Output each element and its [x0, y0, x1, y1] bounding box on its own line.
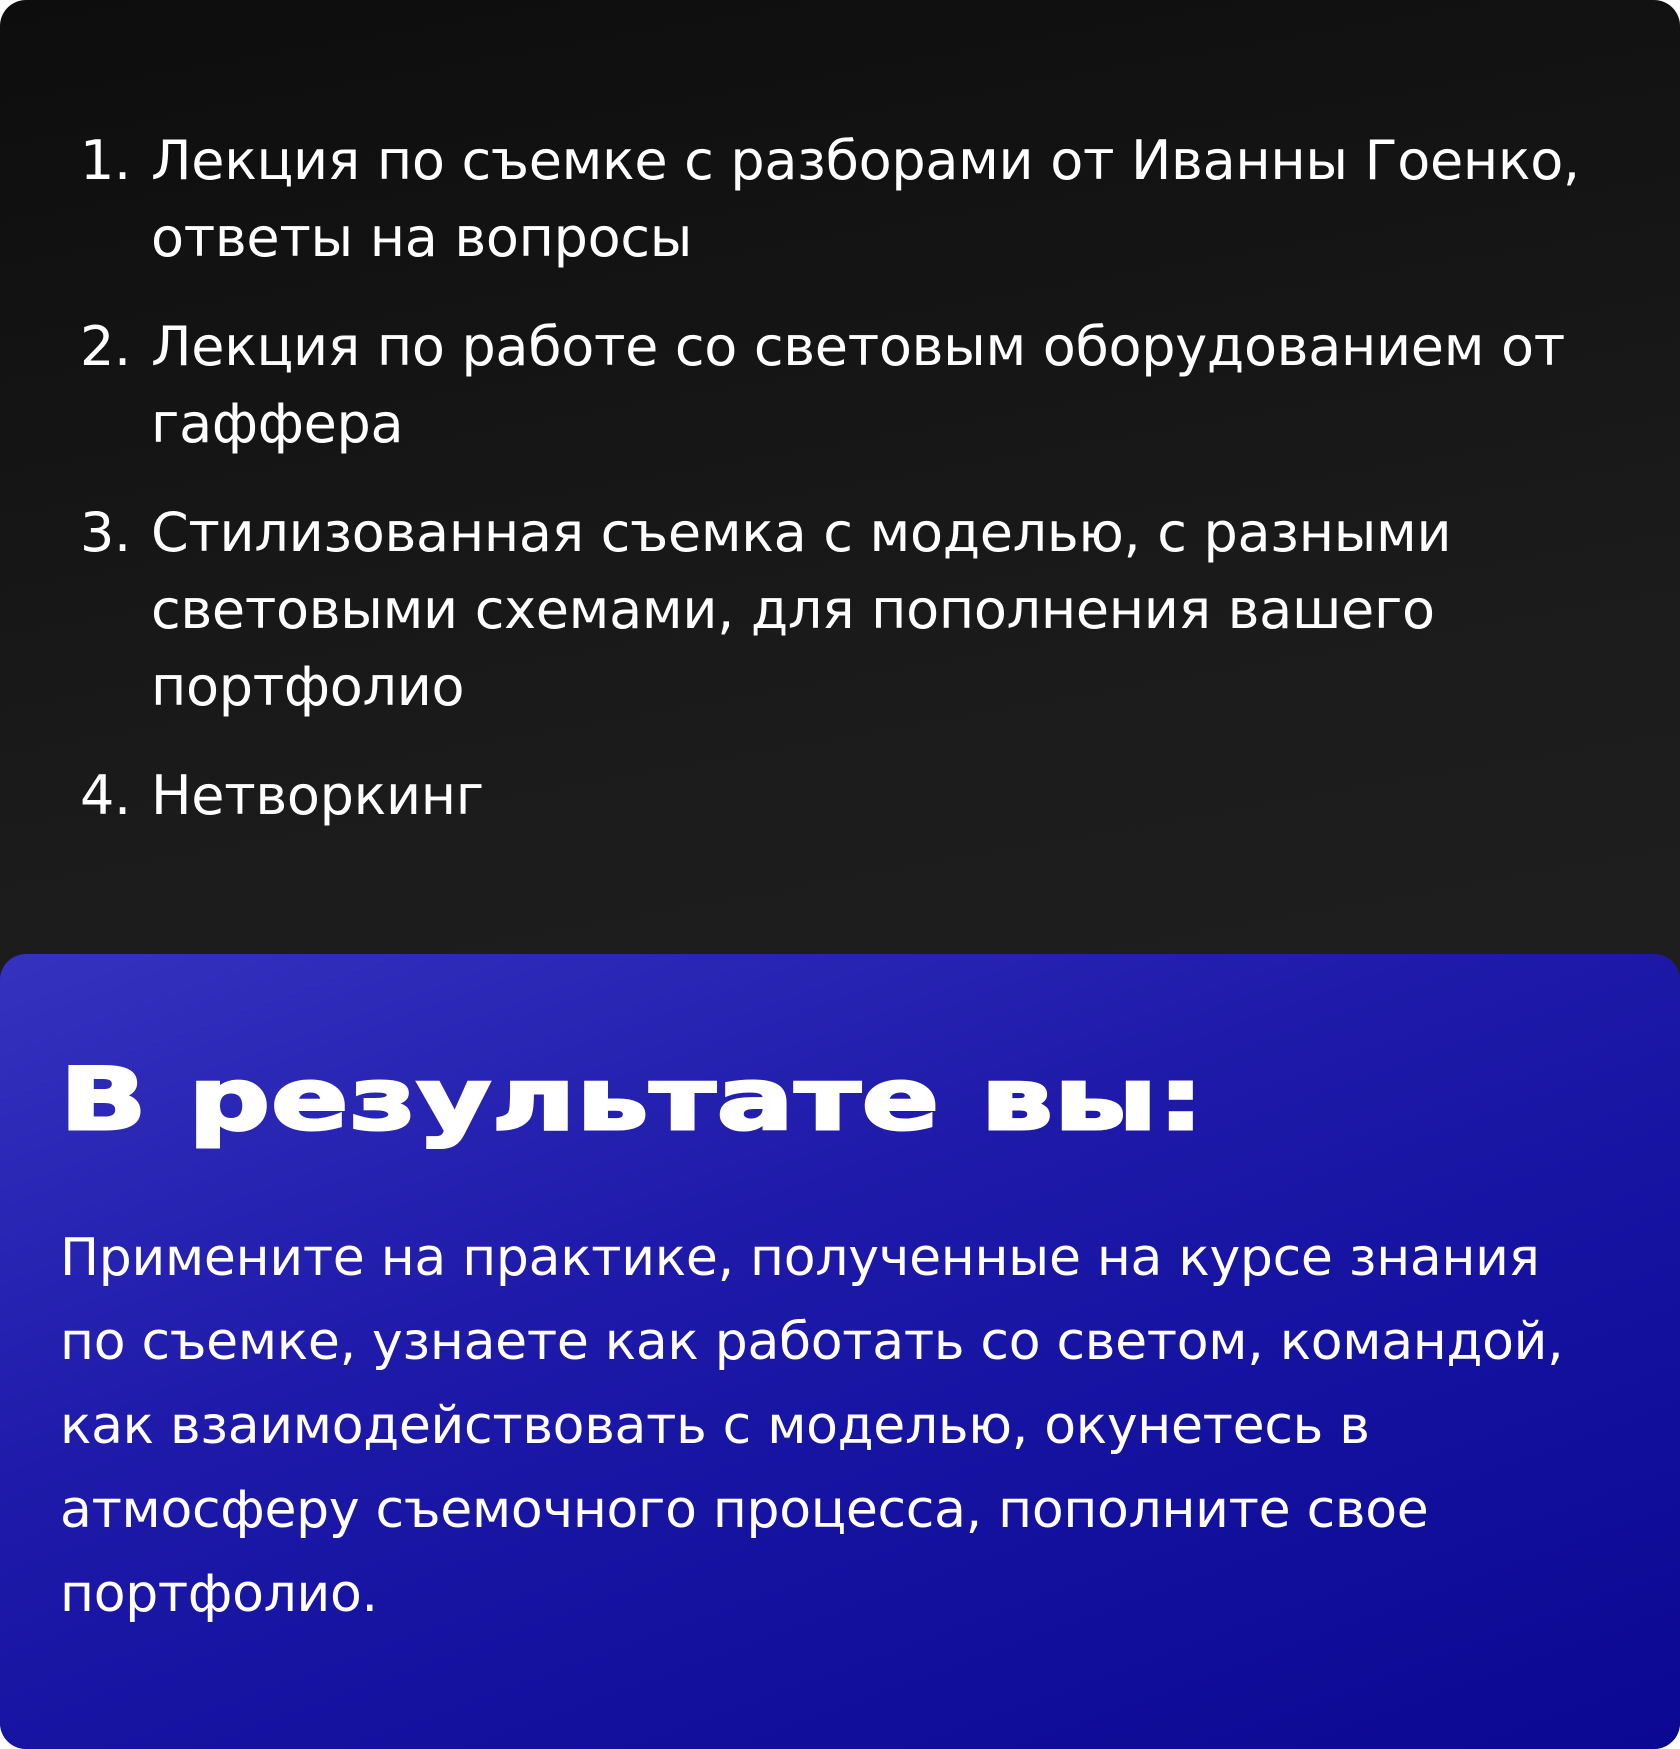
program-steps-list [80, 122, 1600, 866]
step-text: Нетворкинг [151, 764, 484, 827]
result-description: Примените на практике, полученные на курсе знания по съемке, узнаете как работать со светом, командой, как взаимодействовать с моделью, окунетесь в атмосферу съемочного процесса, пополните свое портфолио. [60, 1228, 1564, 1624]
step-text: Стилизованная съемка с моделью, с разными световыми схемами, для пополнения вашего портфолио [151, 501, 1452, 718]
result-section [0, 954, 1680, 1749]
step-text: Лекция по работе со световым оборудованием от гаффера [151, 315, 1565, 455]
step-text: Лекция по съемке с разборами от Иванны Гоенко, ответы на вопросы [151, 129, 1580, 269]
step-number: 3. [80, 501, 131, 564]
step-number: 4. [80, 764, 131, 827]
program-step-3 [80, 494, 1600, 725]
step-number: 2. [80, 315, 131, 378]
program-step-1 [80, 122, 1600, 276]
program-step-4 [80, 757, 1600, 834]
program-step-2 [80, 308, 1600, 462]
result-heading: В результате вы: [60, 1050, 1205, 1150]
step-number: 1. [80, 129, 131, 192]
